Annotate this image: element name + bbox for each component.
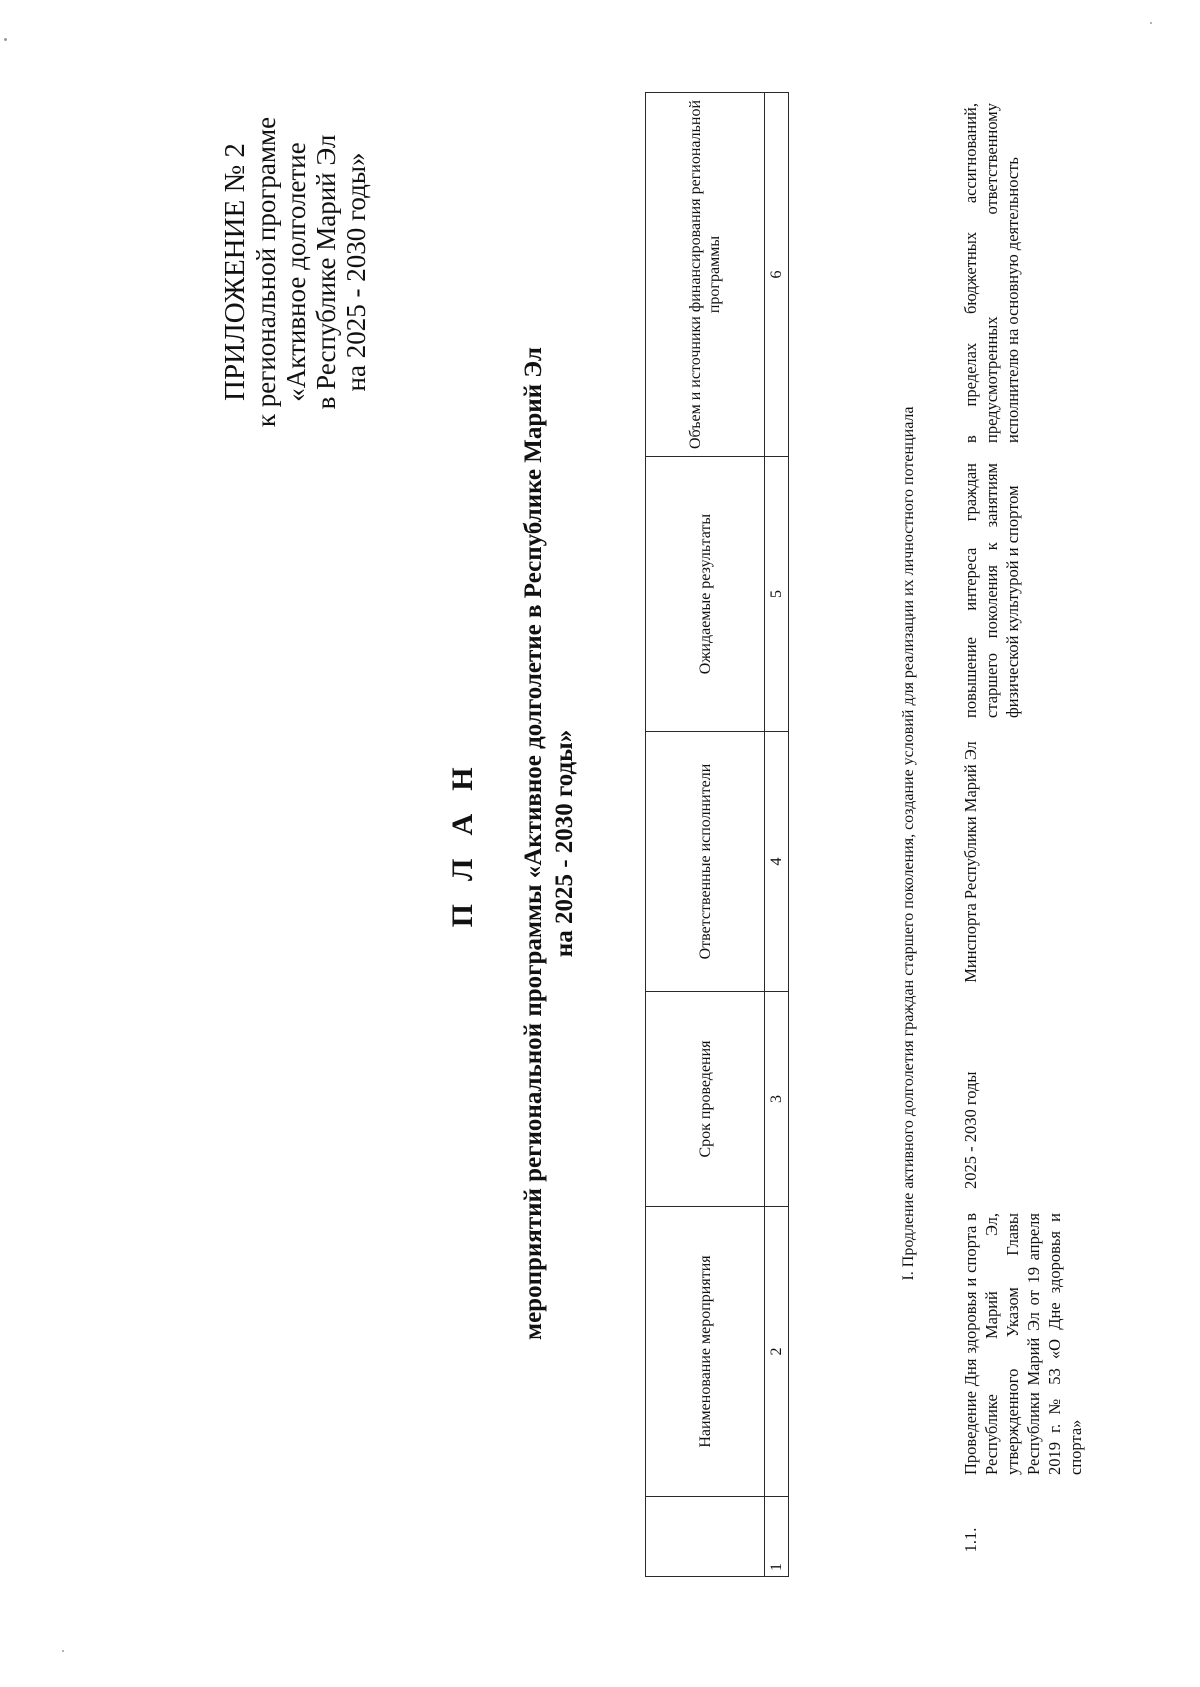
appendix-line: в Республике Марий Эл [311,134,341,410]
column-number: 1 [765,1497,789,1577]
table-row [960,93,1110,1577]
row-term: 2025 - 2030 годы [961,1071,980,1189]
plan-subtitle-line: мероприятий региональной программы «Активное долголетие в Республике Марий Эл [520,347,547,1340]
plan-title: П Л А Н [446,759,479,928]
column-number: 5 [765,457,789,732]
table-header-row [646,93,765,1577]
row-event-name: Проведение Дня здоровья и спорта в Республике Марий Эл, утвержденного Указом Главы Республики Марий Эл от 19 апреля 2019 г. № 53 «О Дне здоровья и спорта» [961,1213,1085,1475]
row-funding: в пределах бюджетных ассигнований, предусмотренных ответственному исполнителю на основную деятельность [961,103,1022,443]
column-number: 4 [765,732,789,992]
column-number: 2 [765,1207,789,1497]
appendix-line: «Активное долголетие [281,142,311,402]
header-cell-name: Наименование мероприятия [646,1207,765,1497]
plan-subtitle [518,0,580,1687]
plan-subtitle-line: на 2025 - 2030 годы» [551,729,578,958]
appendix-line: на 2025 - 2030 годы» [341,152,371,392]
table-column-numbers-row [765,93,789,1577]
row-expected-results: повышение интереса граждан старшего поколения к занятиям физической культурой и спортом [961,463,1022,718]
header-cell-number [646,1497,765,1577]
section-title: I. Продление активного долголетия граждан старшего поколения, создание условий для реализации их личностного потенциала [900,406,917,1281]
header-cell-term: Срок проведения [646,992,765,1207]
row-number: 1.1. [961,1527,980,1553]
header-cell-results: Ожидаемые результаты [646,457,765,732]
column-number: 6 [765,93,789,457]
appendix-line: к региональной программе [251,116,281,428]
plan-table [645,92,789,1577]
header-cell-funding: Объем и источники финансирования региональной программы [646,93,765,457]
appendix-block [220,42,371,502]
row-responsible: Минспорта Республики Марий Эл [961,741,980,983]
appendix-title: ПРИЛОЖЕНИЕ № 2 [219,143,251,401]
column-number: 3 [765,992,789,1207]
header-cell-responsible: Ответственные исполнители [646,732,765,992]
